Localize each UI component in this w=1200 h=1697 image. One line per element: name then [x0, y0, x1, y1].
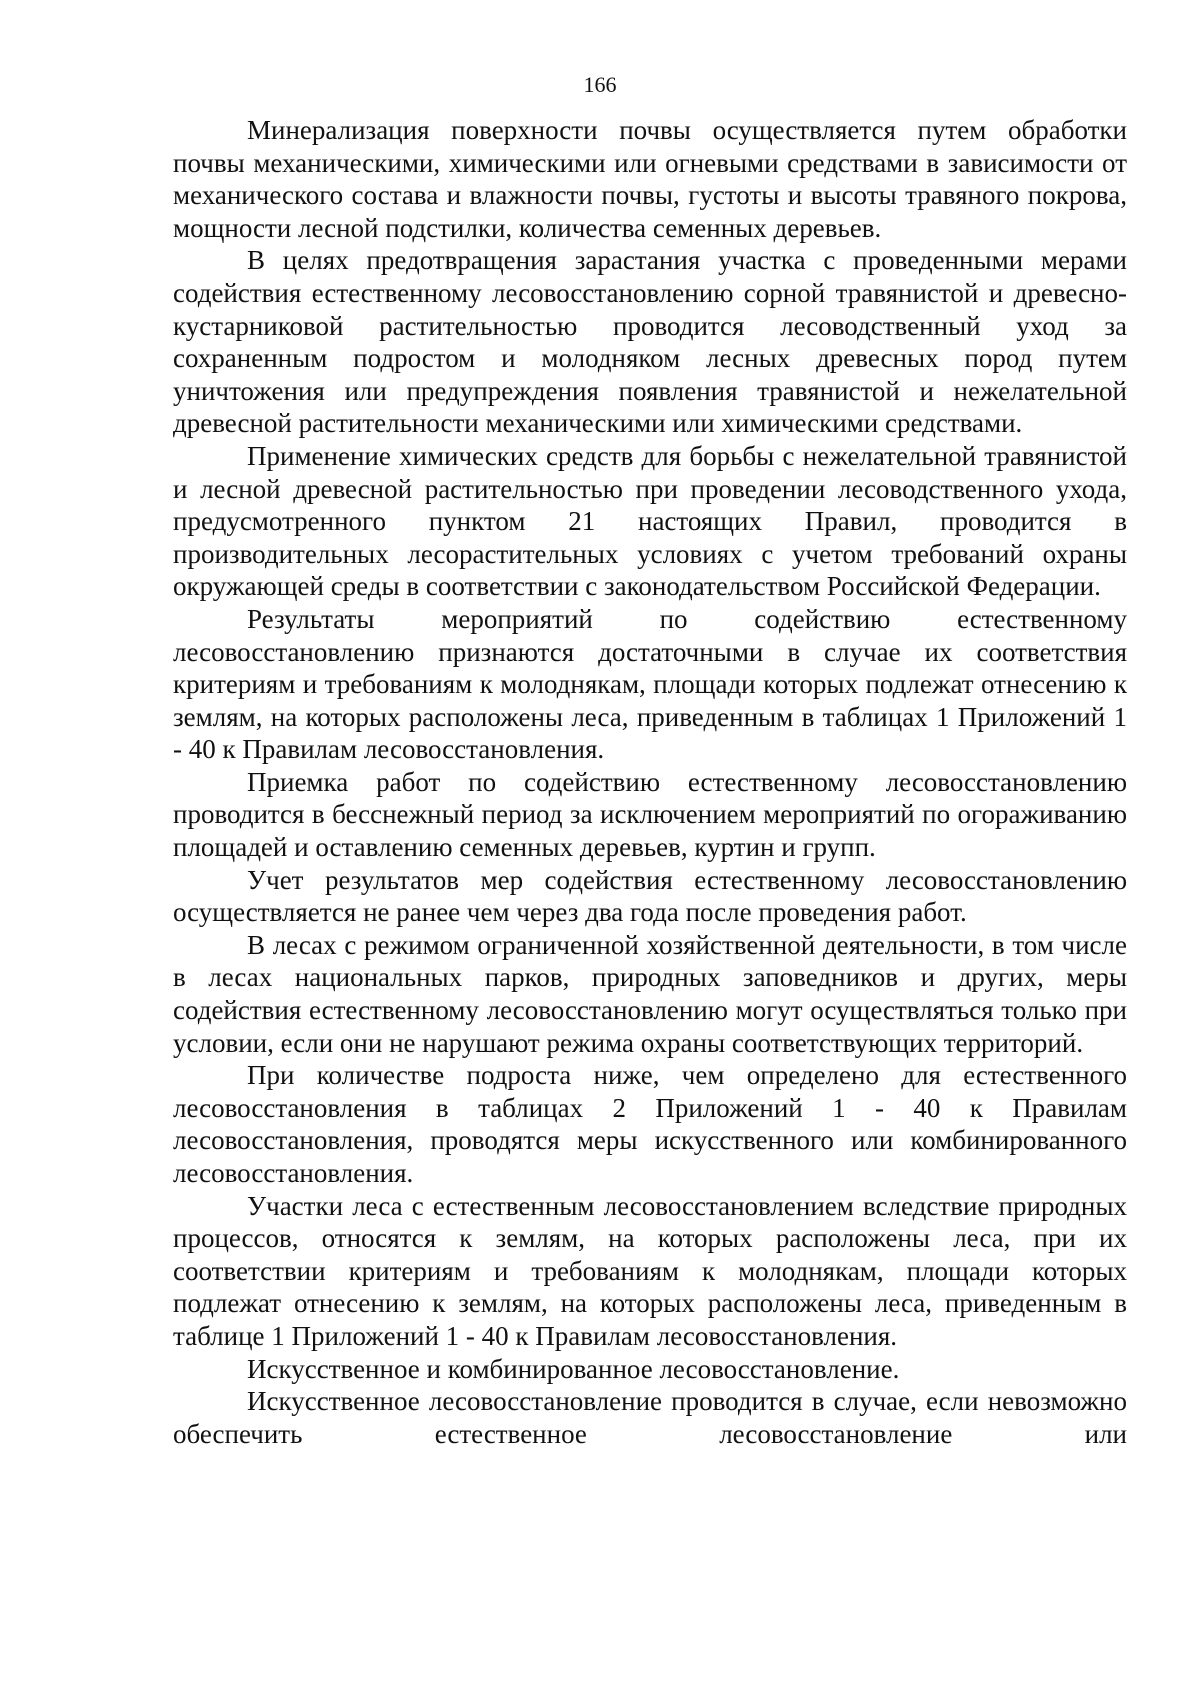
paragraph-results-accounting: Учет результатов мер содействия естественному лесовосстановлению осуществляется не ранее чем через два года после проведения работ. — [173, 864, 1127, 928]
paragraph-results-sufficiency: Результаты мероприятий по содействию естественному лесовосстановлению признаются достаточными в случае их соответствия критериям и требованиям к молоднякам, площади которых подлежат отнесению к землям, на которых расположены леса, приведенным в таблицах 1 Приложений 1 - 40 к Правилам лесовосстановления. — [173, 603, 1127, 765]
paragraph-insufficient-undergrowth: При количестве подроста ниже, чем определено для естественного лесовосстановления в таблицах 2 Приложений 1 - 40 к Правилам лесовосстановления, проводятся меры искусственного или комбинированного лесовосстановления. — [173, 1060, 1127, 1188]
paragraph-mineralization: Минерализация поверхности почвы осуществляется путем обработки почвы механическими, химическими или огневыми средствами в зависимости от механического состава и влажности почвы, густоты и высоты травяного покрова, мощности лесной подстилки, количества семенных деревьев. — [173, 115, 1127, 243]
document-body — [173, 114, 1127, 1450]
paragraph-overgrowth-prevention: В целях предотвращения зарастания участка с проведенными мерами содействия естественному лесовосстановлению сорной травянистой и древесно-кустарниковой растительностью проводится лесоводственный уход за сохраненным подростом и молодняком лесных древесных пород путем уничтожения или предупреждения появления травянистой и нежелательной древесной растительности механическими или химическими средствами. — [173, 245, 1127, 439]
paragraph-artificial-regeneration: Искусственное лесовосстановление проводится в случае, если невозможно обеспечить естественное лесовосстановление или — [173, 1386, 1127, 1449]
page-number: 166 — [583, 72, 617, 97]
paragraph-natural-regeneration-plots: Участки леса с естественным лесовосстановлением вследствие природных процессов, относятся к землям, на которых расположены леса, при их соответствии критериям и требованиям к молоднякам, площади которых подлежат отнесению к землям, на которых расположены леса, приведенным в таблице 1 Приложений 1 - 40 к Правилам лесовосстановления. — [173, 1190, 1127, 1351]
section-heading-artificial-combined: Искусственное и комбинированное лесовосстановление. — [247, 1353, 900, 1384]
paragraph-acceptance-of-works: Приемка работ по содействию естественному лесовосстановлению проводится в бесснежный период за исключением мероприятий по огораживанию площадей и оставлению семенных деревьев, куртин и групп. — [173, 766, 1127, 863]
paragraph-chemical-means: Применение химических средств для борьбы с нежелательной травянистой и лесной древесной растительностью при проведении лесоводственного ухода, предусмотренного пунктом 21 настоящих Правил, проводится в производительных лесорастительных условиях с учетом требований охраны окружающей среды в соответствии с законодательством Российской Федерации. — [173, 440, 1127, 602]
paragraph-restricted-forests: В лесах с режимом ограниченной хозяйственной деятельности, в том числе в лесах национальных парков, природных заповедников и других, меры содействия естественному лесовосстановлению могут осуществляться только при условии, если они не нарушают режима охраны соответствующих территорий. — [173, 929, 1127, 1058]
